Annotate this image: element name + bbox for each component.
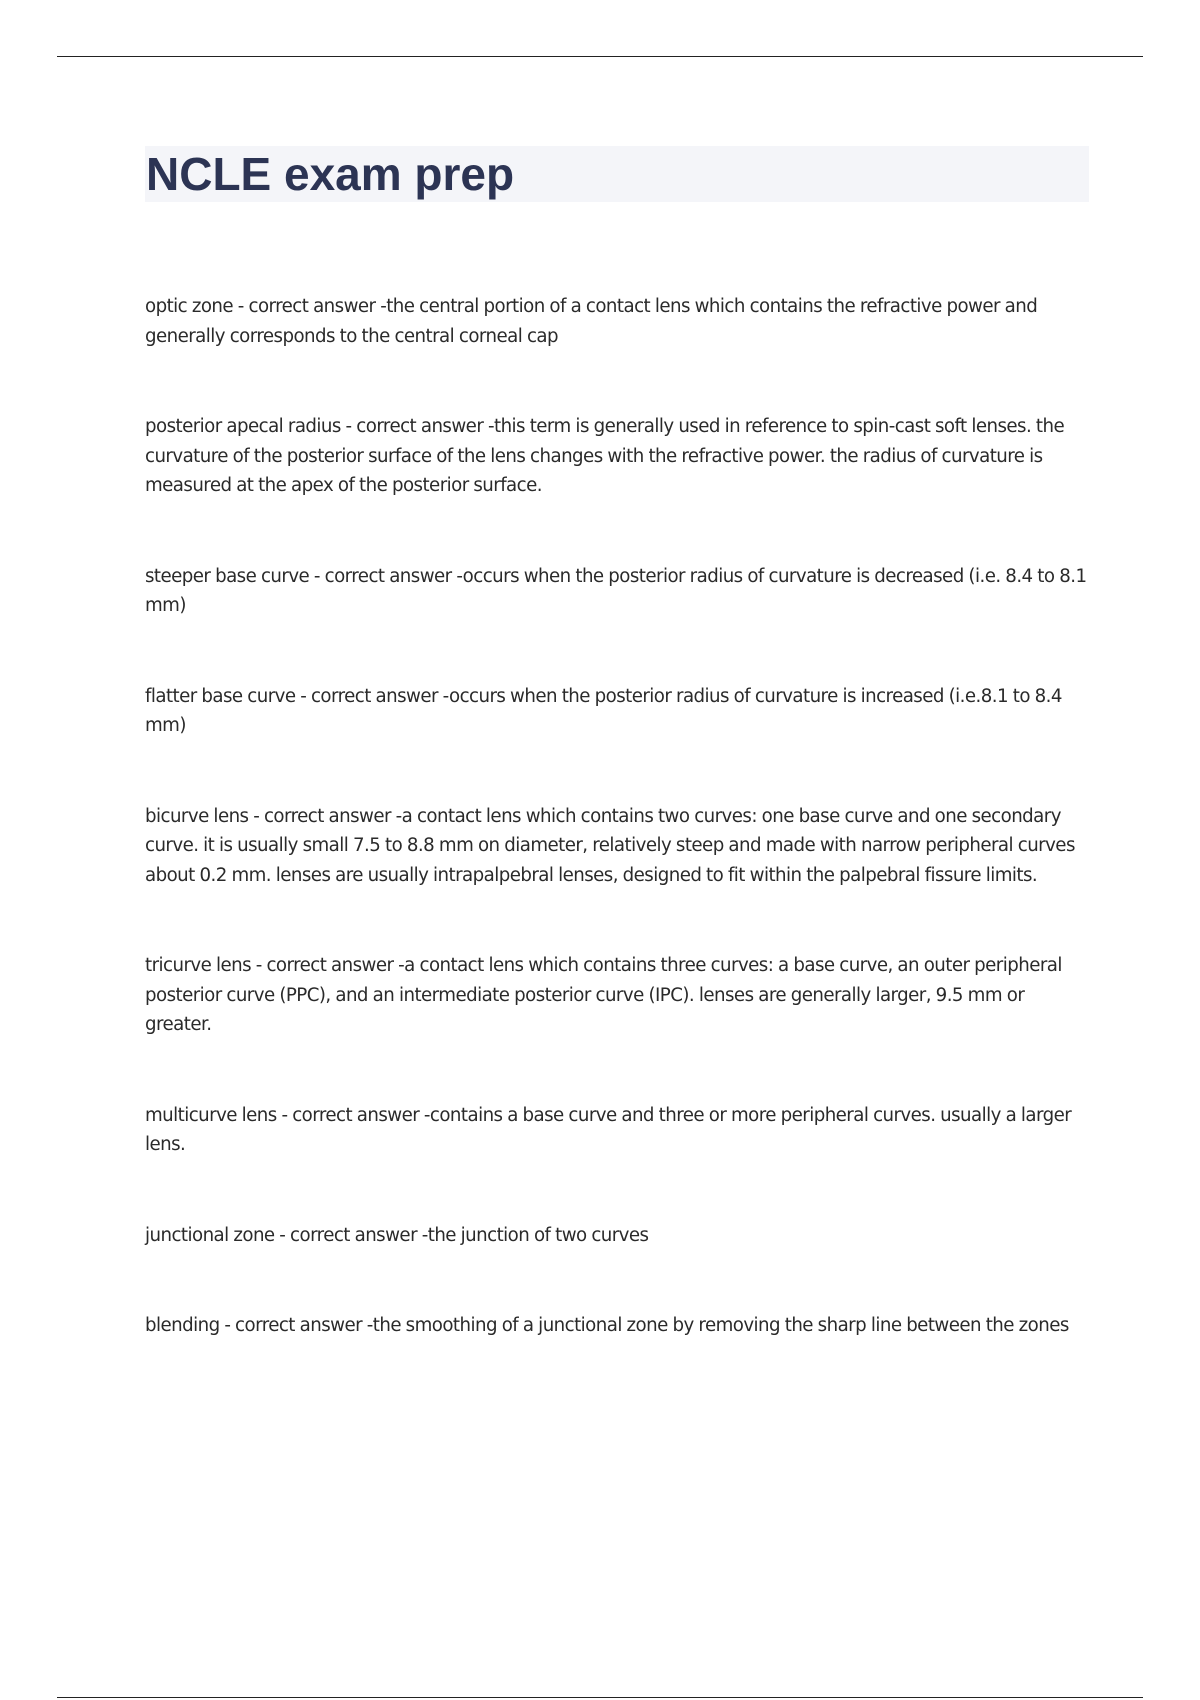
entry-bicurve-lens: bicurve lens - correct answer -a contact lens which contains two curves: one base curve and one secondary curve. it is usually small 7.5 to 8.8 mm on diameter, relatively steep and made with narrow peripheral curves about 0.2 mm. lenses are usually intrapalpebral lenses, designed to fit within the palpebral fissure limits. [145,805,1075,886]
entry-list [145,292,1095,1402]
entry-posterior-apecal-radius: posterior apecal radius - correct answer -this term is generally used in reference to spin-cast soft lenses. the curvature of the posterior surface of the lens changes with the refractive power. the radius of curvature is measured at the apex of the posterior surface. [145,416,1065,496]
top-rule [57,56,1143,57]
entry-blending: blending - correct answer -the smoothing of a junctional zone by removing the sharp line between the zones [145,1315,1069,1336]
entry-tricurve-lens: tricurve lens - correct answer -a contact lens which contains three curves: a base curve, an outer peripheral posterior curve (PPC), and an intermediate posterior curve (IPC). lenses are generally larger, 9.5 mm or greater. [145,955,1062,1035]
page-title: NCLE exam prep [146,148,515,200]
entry-multicurve-lens: multicurve lens - correct answer -contains a base curve and three or more peripheral curves. usually a larger lens. [145,1104,1072,1155]
entry-optic-zone: optic zone - correct answer -the central portion of a contact lens which contains the refractive power and generally corresponds to the central corneal cap [145,296,1038,347]
entry-flatter-base-curve: flatter base curve - correct answer -occurs when the posterior radius of curvature is increased (i.e.8.1 to 8.4 mm) [145,685,1062,736]
entry-junctional-zone: junctional zone - correct answer -the junction of two curves [145,1224,649,1246]
bottom-rule [57,1697,1143,1698]
entry-steeper-base-curve: steeper base curve - correct answer -occurs when the posterior radius of curvature is decreased (i.e. 8.4 to 8.1 mm) [145,565,1087,616]
